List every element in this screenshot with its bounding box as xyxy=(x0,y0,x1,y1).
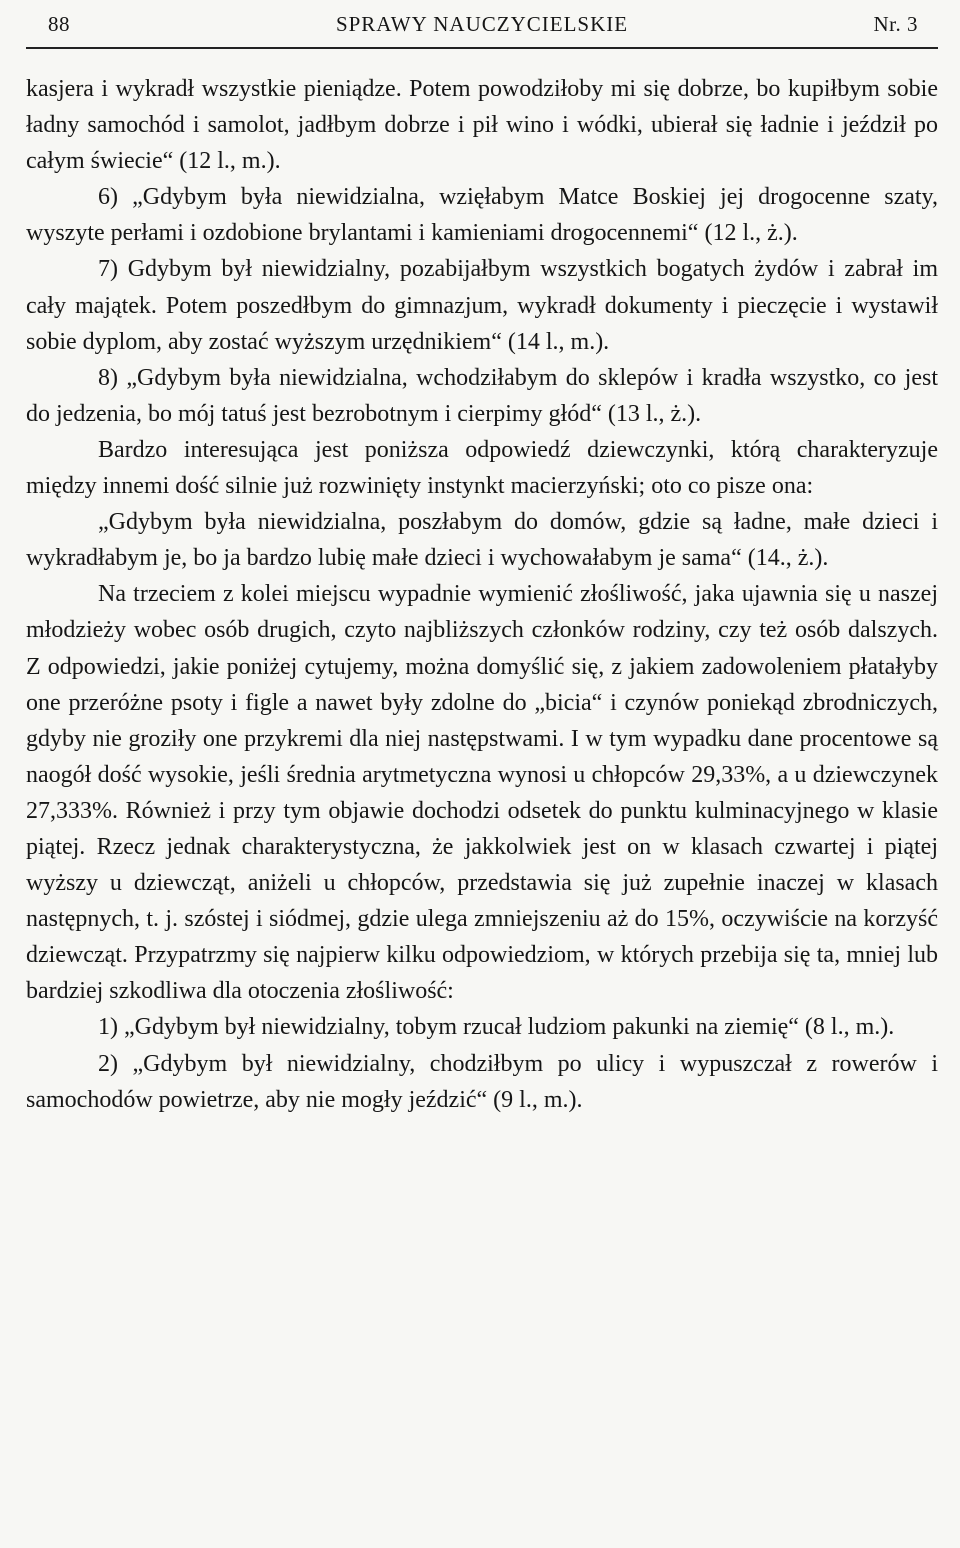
body-text xyxy=(26,71,938,1118)
page-number: 88 xyxy=(48,12,70,36)
paragraph: Na trzeciem z kolei miejscu wypadnie wymienić złośliwość, jaka ujawnia się u naszej młodzieży wobec osób drugich, czyto najbliższych członków rodziny, czy też osób dalszych. Z odpowiedzi, jakie poniżej cytujemy, można domyślić się, z jakiem zadowoleniem płatałyby one przeróżne psoty i figle a nawet były zdolne do „bicia“ i czynów poniekąd zbrodniczych, gdyby nie groziły one przykremi dla niej następstwami. I w tym wypadku dane procentowe są naogół dość wysokie, jeśli średnia arytmetyczna wynosi u chłopców 29,33%, a u dziewczynek 27,333%. Również i przy tym objawie dochodzi odsetek do punktu kulminacyjnego w klasie piątej. Rzecz jednak charakterystyczna, że jakkolwiek jest on w klasach czwartej i piątej wyższy u dziewcząt, aniżeli u chłopców, przedstawia się już zupełnie inaczej w klasach następnych, t. j. szóstej i siódmej, gdzie ulega zmniejszeniu aż do 15%, oczywiście na korzyść dziewcząt. Przypatrzmy się najpierw kilku odpowiedziom, w których przebija się ta, mniej lub bardziej szkodliwa dla otoczenia złośliwość: xyxy=(26,581,938,1005)
paragraph: Bardzo interesująca jest poniższa odpowiedź dziewczynki, którą charakteryzuje między innemi dość silnie już rozwinięty instynkt macierzyński; oto co pisze ona: xyxy=(26,436,938,500)
paragraph: 7) Gdybym był niewidzialny, pozabijałbym wszystkich bogatych żydów i zabrał im cały majątek. Potem poszedłbym do gimnazjum, wykradł dokumenty i pieczęcie i wystawił sobie dyplom, aby zostać wyższym urzędnikiem“ (14 l., m.). xyxy=(26,256,938,355)
paragraph: 1) „Gdybym był niewidzialny, tobym rzucał ludziom pakunki na ziemię“ (8 l., m.). xyxy=(98,1014,895,1041)
paragraph: „Gdybym była niewidzialna, poszłabym do domów, gdzie są ładne, małe dzieci i wykradłabym je, bo ja bardzo lubię małe dzieci i wychowałabym je sama“ (14., ż.). xyxy=(26,509,938,572)
paragraph: 2) „Gdybym był niewidzialny, chodziłbym po ulicy i wypuszczał z rowerów i samochodów powietrze, aby nie mogły jeździć“ (9 l., m.). xyxy=(26,1050,938,1113)
paragraph: 6) „Gdybym była niewidzialna, wzięłabym Matce Boskiej jej drogocenne szaty, wyszyte perłami i ozdobione brylantami i kamieniami drogocennemi“ (12 l., ż.). xyxy=(26,184,938,247)
header-rule xyxy=(26,47,938,49)
issue-number: Nr. 3 xyxy=(873,12,918,36)
running-header xyxy=(26,12,938,40)
paragraph: kasjera i wykradł wszystkie pieniądze. Potem powodziłoby mi się dobrze, bo kupiłbym sobie ładny samochód i samolot, jadłbym dobrze i pił wino i wódki, ubierał się ładnie i jeździł po całym świecie“ (12 l., m.). xyxy=(26,76,938,175)
paragraph: 8) „Gdybym była niewidzialna, wchodziłabym do sklepów i kradła wszystko, co jest do jedzenia, bo mój tatuś jest bezrobotnym i cierpimy głód“ (13 l., ż.). xyxy=(26,364,938,427)
running-title: SPRAWY NAUCZYCIELSKIE xyxy=(335,12,629,36)
